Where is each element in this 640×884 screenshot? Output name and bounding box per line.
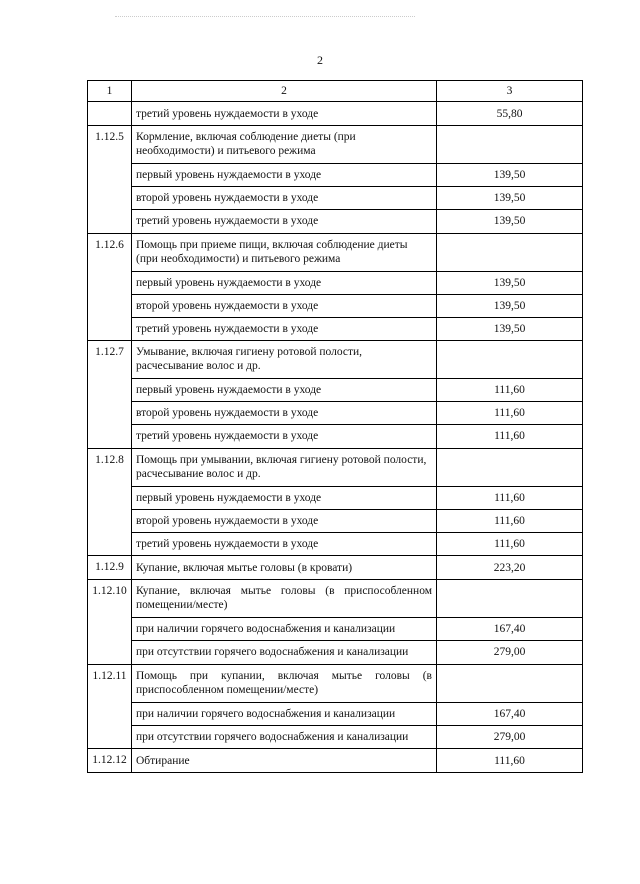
item-description: третий уровень нуждаемости в уходе [132,425,437,449]
item-price [437,664,583,702]
item-description: второй уровень нуждаемости в уходе [132,509,437,532]
item-description: Помощь при умывании, включая гигиену ротовой полости, расчесывание волос и др. [132,448,437,486]
table-row [88,210,583,234]
table-row [88,233,583,271]
table-row [88,448,583,486]
item-price: 111,60 [437,749,583,773]
item-number: 1.12.7 [88,341,132,379]
item-description: Помощь при приеме пищи, включая соблюдение диеты (при необходимости) и питьевого режима [132,233,437,271]
item-number [88,532,132,556]
table-row [88,294,583,317]
item-description: Обтирание [132,749,437,773]
item-price: 139,50 [437,187,583,210]
item-price: 111,60 [437,532,583,556]
table-row [88,402,583,425]
table-row [88,702,583,725]
item-description: первый уровень нуждаемости в уходе [132,486,437,509]
item-number: 1.12.11 [88,664,132,702]
item-price: 111,60 [437,379,583,402]
page-number: 2 [317,53,323,67]
table-row [88,618,583,641]
item-description: Купание, включая мытье головы (в приспособленном помещении/месте) [132,580,437,618]
table-row [88,379,583,402]
item-number [88,618,132,641]
item-description: третий уровень нуждаемости в уходе [132,317,437,341]
header-col-1: 1 [88,81,132,102]
item-number: 1.12.8 [88,448,132,486]
scan-artifact-line [115,16,415,17]
table-row [88,749,583,773]
item-price: 111,60 [437,509,583,532]
item-description: второй уровень нуждаемости в уходе [132,187,437,210]
item-price [437,448,583,486]
item-description: при отсутствии горячего водоснабжения и канализации [132,725,437,749]
item-description: второй уровень нуждаемости в уходе [132,402,437,425]
item-price [437,341,583,379]
table-row [88,486,583,509]
table-row [88,556,583,580]
table-row [88,187,583,210]
item-description: Умывание, включая гигиену ротовой полости, расчесывание волос и др. [132,341,437,379]
item-number [88,486,132,509]
item-price: 139,50 [437,271,583,294]
item-number [88,317,132,341]
table-row [88,271,583,294]
table-row [88,341,583,379]
header-col-2: 2 [132,81,437,102]
table-row [88,102,583,126]
item-price [437,126,583,164]
item-price [437,233,583,271]
item-description: Купание, включая мытье головы (в кровати) [132,556,437,580]
item-description: третий уровень нуждаемости в уходе [132,210,437,234]
item-number [88,402,132,425]
item-number [88,702,132,725]
item-number [88,210,132,234]
header-col-3: 3 [437,81,583,102]
item-description: при наличии горячего водоснабжения и канализации [132,618,437,641]
item-description: третий уровень нуждаемости в уходе [132,102,437,126]
item-description: при отсутствии горячего водоснабжения и канализации [132,641,437,665]
item-price: 111,60 [437,425,583,449]
item-description: при наличии горячего водоснабжения и канализации [132,702,437,725]
item-number [88,641,132,665]
item-number: 1.12.5 [88,126,132,164]
tariff-table [87,80,583,773]
item-number [88,164,132,187]
table-row [88,725,583,749]
item-number: 1.12.12 [88,749,132,773]
item-number: 1.12.6 [88,233,132,271]
item-description: второй уровень нуждаемости в уходе [132,294,437,317]
item-price: 139,50 [437,294,583,317]
item-number [88,509,132,532]
item-number [88,425,132,449]
table-row [88,509,583,532]
item-price: 167,40 [437,618,583,641]
item-price: 139,50 [437,317,583,341]
item-price [437,580,583,618]
table-row [88,664,583,702]
item-description: третий уровень нуждаемости в уходе [132,532,437,556]
item-price: 139,50 [437,210,583,234]
item-price: 167,40 [437,702,583,725]
item-number [88,379,132,402]
item-price: 279,00 [437,725,583,749]
item-number [88,271,132,294]
item-price: 55,80 [437,102,583,126]
item-description: первый уровень нуждаемости в уходе [132,164,437,187]
table-row [88,580,583,618]
item-number [88,187,132,210]
item-price: 111,60 [437,402,583,425]
item-price: 223,20 [437,556,583,580]
table-row [88,317,583,341]
item-price: 139,50 [437,164,583,187]
table-row [88,126,583,164]
item-price: 111,60 [437,486,583,509]
item-number [88,725,132,749]
table-row [88,164,583,187]
item-number: 1.12.10 [88,580,132,618]
item-number [88,294,132,317]
item-description: первый уровень нуждаемости в уходе [132,379,437,402]
item-description: Помощь при купании, включая мытье головы (в приспособленном помещении/месте) [132,664,437,702]
item-price: 279,00 [437,641,583,665]
table-header-row [88,81,583,102]
item-description: Кормление, включая соблюдение диеты (при необходимости) и питьевого режима [132,126,437,164]
table-row [88,532,583,556]
table-row [88,641,583,665]
item-number [88,102,132,126]
table-row [88,425,583,449]
item-description: первый уровень нуждаемости в уходе [132,271,437,294]
item-number: 1.12.9 [88,556,132,580]
